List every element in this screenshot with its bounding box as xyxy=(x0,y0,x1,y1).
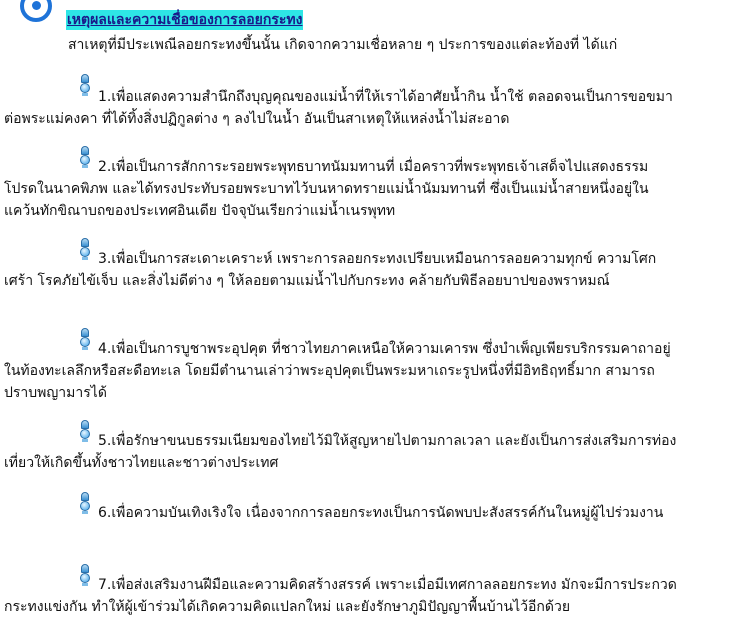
list-item-text: 4.เพื่อเป็นการบูชาพระอุปคุต ที่ชาวไทยภาคเหนือให้ความเคารพ ซึ่งบำเพ็ญเพียรบริกรรมคาถาอยู่ในท้องทะเลลึกหรือสะดือทะเล โดยมีตำนานเล่าว่าพระอุปคุตเป็นพระมหาเถระรูปหนึ่งที่มีอิทธิฤทธิ์มาก สามารถปราบพญามารได้ xyxy=(4,341,671,401)
page-title: เหตุผลและความเชื่อของการลอยกระทง xyxy=(67,12,303,28)
list-item-text: 1.เพื่อแสดงความสำนึกถึงบุญคุณของแม่น้ำที่ให้เราได้อาศัยน้ำกิน น้ำใช้ ตลอดจนเป็นการขอขมาต่อพระแม่คงคา ที่ได้ทิ้งสิ่งปฏิกูลต่าง ๆ ลงไปในน้ำ อันเป็นสาเหตุให้แหล่งน้ำไม่สะอาด xyxy=(4,89,673,127)
list-item-text: 2.เพื่อเป็นการสักการะรอยพระพุทธบาทนัมมทานที่ เมื่อคราวที่พระพุทธเจ้าเสด็จไปแสดงธรรมโปรดในนาคพิภพ และได้ทรงประทับรอยพระบาทไว้บนหาดทรายแม่น้ำนัมมทานที่ ซึ่งเป็นแม่น้ำสายหนึ่งอยู่ในแคว้นทักขิณาบถของประเทศอินเดีย ปัจจุบันเรียกว่าแม่น้ำเนรพุทท xyxy=(4,159,649,219)
list-item-text: 6.เพื่อความบันเทิงเริงใจ เนื่องจากการลอยกระทงเป็นการนัดพบปะสังสรรค์กันในหมู่ผู้ไปร่วมงาน xyxy=(98,505,664,521)
circle-bullet-icon xyxy=(20,0,52,22)
list-item-text: 5.เพื่อรักษาขนบธรรมเนียมของไทยไว้มิให้สูญหายไปตามกาลเวลา และยังเป็นการส่งเสริมการท่องเที่ยวให้เกิดขึ้นทั้งชาวไทยและชาวต่างประเทศ xyxy=(4,433,677,471)
list-item-text: 3.เพื่อเป็นการสะเดาะเคราะห์ เพราะการลอยกระทงเปรียบเหมือนการลอยความทุกข์ ความโศกเศร้า โรคภัยไข้เจ็บ และสิ่งไม่ดีต่าง ๆ ให้ลอยตามแม่น้ำไปกับกระทง คล้ายกับพิธีลอยบาปของพราหมณ์ xyxy=(4,251,657,289)
intro-paragraph: สาเหตุที่มีประเพณีลอยกระทงขึ้นนั้น เกิดจากความเชื่อหลาย ๆ ประการของแต่ละท้องที่ ได้แก่ xyxy=(68,37,618,53)
list-item-text: 7.เพื่อส่งเสริมงานฝีมือและความคิดสร้างสรรค์ เพราะเมื่อมีเทศกาลลอยกระทง มักจะมีการประกวดกระทงแข่งกัน ทำให้ผู้เข้าร่วมได้เกิดความคิดแปลกใหม่ และยังรักษาภูมิปัญญาพื้นบ้านไว้อีกด้วย xyxy=(4,577,677,615)
